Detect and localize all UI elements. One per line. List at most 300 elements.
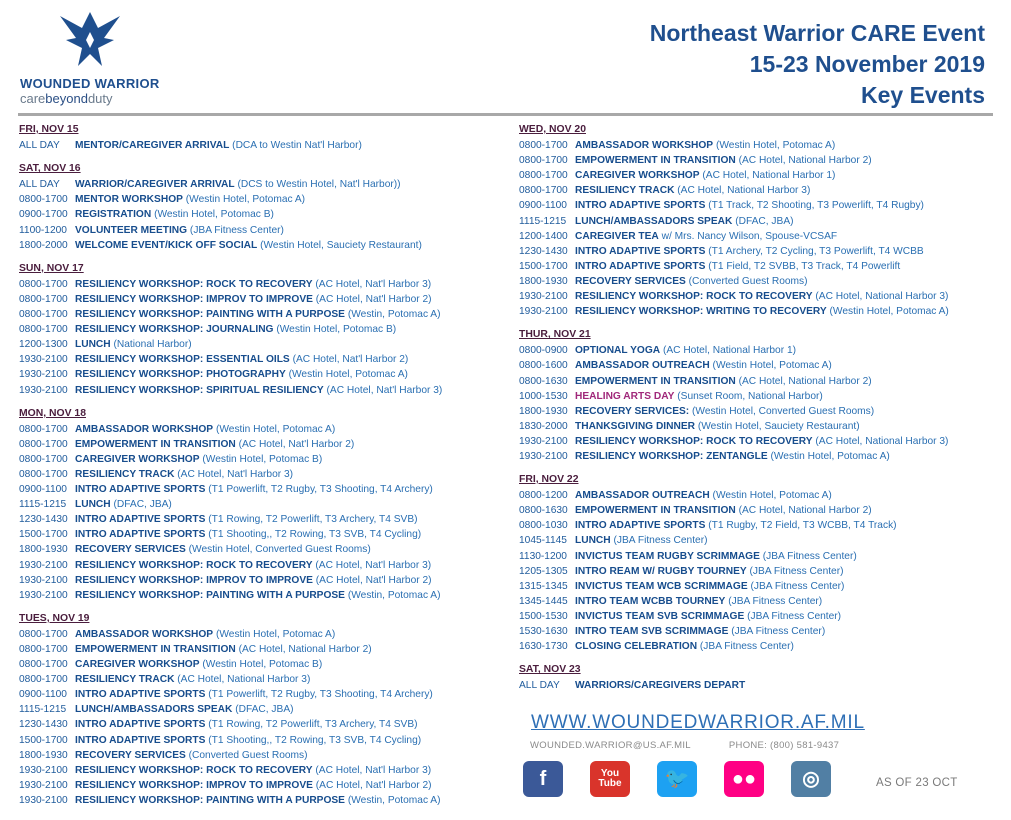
event-name: RECOVERY SERVICES <box>75 749 186 761</box>
event-time: 1200-1300 <box>19 339 68 351</box>
event-name: RESILIENCY WORKSHOP: PAINTING WITH A PURPOSE <box>75 589 345 601</box>
event-location: (Converted Guest Rooms) <box>188 749 308 761</box>
schedule-row <box>19 672 494 687</box>
event-location: (Westin Hotel, Potomac A) <box>185 194 306 206</box>
page-title <box>650 18 985 111</box>
event-location: (Westin Hotel, Potomac A) <box>215 628 336 640</box>
event-time: 1930-2100 <box>19 559 68 571</box>
event-name: RESILIENCY WORKSHOP: IMPROV TO IMPROVE <box>75 779 313 791</box>
event-time: 0800-1700 <box>19 309 68 321</box>
event-location: (AC Hotel, National Harbor 1) <box>662 345 797 357</box>
event-name: LUNCH <box>75 499 111 511</box>
event-location: (Westin Hotel, Converted Guest Rooms) <box>692 405 875 417</box>
event-time: 1830-2000 <box>519 420 568 432</box>
event-location: (AC Hotel, Nat'l Harbor 2) <box>238 438 355 450</box>
event-name: OPTIONAL YOGA <box>575 345 661 357</box>
schedule-row <box>519 198 994 213</box>
event-location: (AC Hotel, National Harbor 3) <box>815 291 949 303</box>
schedule-row <box>519 449 994 464</box>
event-name: RESILIENCY WORKSHOP: PHOTOGRAPHY <box>75 369 286 381</box>
event-time: 1315-1345 <box>519 580 568 592</box>
event-time: 1930-2100 <box>519 306 568 318</box>
event-name: INTRO ADAPTIVE SPORTS <box>75 734 206 746</box>
event-location: (Westin Hotel, Potomac A) <box>215 423 336 435</box>
event-time: 0900-1100 <box>519 200 567 212</box>
schedule-row <box>519 389 994 404</box>
day-heading: SAT, NOV 16 <box>19 163 81 175</box>
event-location: (AC Hotel, Nat'l Harbor 2) <box>315 574 432 586</box>
event-time: 1930-2100 <box>19 354 68 366</box>
schedule-row <box>19 138 494 153</box>
event-time: 0800-1700 <box>19 293 68 305</box>
event-name: INTRO ADAPTIVE SPORTS <box>575 260 706 272</box>
event-location: (JBA Fitness Center) <box>747 610 842 622</box>
event-location: (Westin, Potomac A) <box>347 589 441 601</box>
event-time: 1800-1930 <box>519 405 568 417</box>
schedule-row <box>519 533 994 548</box>
event-location: (JBA Fitness Center) <box>699 641 794 653</box>
schedule-row <box>519 609 994 624</box>
schedule-row <box>19 702 494 717</box>
event-name: WARRIORS/CAREGIVERS DEPART <box>575 680 746 692</box>
day-heading: THUR, NOV 21 <box>519 329 591 341</box>
day-spacer <box>519 654 994 662</box>
schedule-row <box>19 367 494 382</box>
event-location: (T1 Powerlift, T2 Rugby, T3 Shooting, T4 Archery) <box>208 484 433 496</box>
event-name: THANKSGIVING DINNER <box>575 420 695 432</box>
event-location: (AC Hotel, National Harbor 1) <box>702 170 836 182</box>
event-location: (JBA Fitness Center) <box>762 550 857 562</box>
event-location: (Westin Hotel, Potomac A) <box>712 360 832 372</box>
event-name: AMBASSADOR WORKSHOP <box>75 628 214 640</box>
schedule-row <box>19 337 494 352</box>
event-name: INTRO TEAM WCBB TOURNEY <box>575 595 726 607</box>
event-location: (Westin Hotel, Potomac B) <box>276 324 397 336</box>
schedule-row <box>519 358 994 373</box>
title-line-3: Key Events <box>860 82 985 108</box>
schedule-row <box>19 422 494 437</box>
event-name: INVICTUS TEAM SVB SCRIMMAGE <box>575 610 745 622</box>
event-location: (Westin Hotel, Potomac B) <box>202 659 323 671</box>
event-name: AMBASSADOR OUTREACH <box>575 360 710 372</box>
event-name: RECOVERY SERVICES <box>575 275 686 287</box>
schedule-row <box>519 518 994 533</box>
event-time: 0900-1100 <box>19 689 67 701</box>
event-name: RESILIENCY WORKSHOP: ROCK TO RECOVERY <box>575 291 813 303</box>
event-time: 1115-1215 <box>519 215 567 227</box>
schedule-row <box>19 717 494 732</box>
event-name: RESILIENCY WORKSHOP: SPIRITUAL RESILIENCY <box>75 384 324 396</box>
event-location: (AC Hotel, Nat'l Harbor 3) <box>315 764 432 776</box>
event-name: RESILIENCY WORKSHOP: ROCK TO RECOVERY <box>75 764 313 776</box>
event-time: 0800-0900 <box>519 345 568 357</box>
event-name: EMPOWERMENT IN TRANSITION <box>575 375 736 387</box>
event-name: RESILIENCY WORKSHOP: IMPROV TO IMPROVE <box>75 574 313 586</box>
event-name: AMBASSADOR WORKSHOP <box>75 423 214 435</box>
event-location: w/ Mrs. Nancy Wilson, Spouse-VCSAF <box>661 230 838 242</box>
day-block <box>19 161 494 253</box>
org-name: WOUNDED WARRIOR <box>20 76 160 91</box>
schedule-row <box>519 274 994 289</box>
event-time: 0800-1700 <box>519 155 568 167</box>
event-time: 1530-1630 <box>519 626 568 637</box>
event-location: (DFAC, JBA) <box>735 215 794 227</box>
event-location: (DFAC, JBA) <box>235 704 294 716</box>
schedule-row <box>19 292 494 307</box>
event-time: 0800-1700 <box>19 628 68 640</box>
event-time: 1230-1430 <box>19 514 68 526</box>
event-location: (Westin Hotel, Sauciety Restaurant) <box>260 239 422 251</box>
event-time: 1800-2000 <box>19 239 68 251</box>
schedule-row <box>519 168 994 183</box>
schedule-row <box>19 588 494 603</box>
event-name: INVICTUS TEAM WCB SCRIMMAGE <box>575 580 748 592</box>
schedule-row <box>519 304 994 319</box>
event-location: (T1 Archery, T2 Cycling, T3 Powerlift, T4 WCBB <box>708 245 924 257</box>
schedule-row <box>19 238 494 253</box>
day-heading: TUES, NOV 19 <box>19 612 90 624</box>
contact-info <box>530 740 877 751</box>
schedule-right-column <box>519 122 994 693</box>
event-name: INTRO TEAM SVB SCRIMMAGE <box>575 626 729 637</box>
event-location: (T1 Shooting,, T2 Rowing, T3 SVB, T4 Cycling) <box>208 734 422 746</box>
event-time: ALL DAY <box>19 140 60 152</box>
event-name: INTRO ADAPTIVE SPORTS <box>575 245 706 257</box>
event-name: CAREGIVER WORKSHOP <box>575 170 700 182</box>
event-time: 0800-1700 <box>519 185 568 197</box>
event-location: (AC Hotel, National Harbor 2) <box>238 644 372 655</box>
event-location: (Converted Guest Rooms) <box>688 275 808 287</box>
event-name: RESILIENCY WORKSHOP: IMPROV TO IMPROVE <box>75 293 313 305</box>
event-location: (T1 Shooting,, T2 Rowing, T3 SVB, T4 Cycling) <box>208 529 422 541</box>
event-time: 1930-2100 <box>19 589 68 601</box>
event-name: WARRIOR/CAREGIVER ARRIVAL <box>75 179 235 191</box>
event-name: LUNCH <box>575 535 611 547</box>
org-tagline: carebeyondduty <box>20 91 113 106</box>
event-location: (JBA Fitness Center) <box>613 535 708 547</box>
schedule-row <box>519 343 994 358</box>
event-time: 1930-2100 <box>19 574 68 586</box>
event-name: RESILIENCY WORKSHOP: ROCK TO RECOVERY <box>75 278 313 290</box>
event-time: ALL DAY <box>19 179 60 191</box>
wounded-warrior-logo <box>20 8 170 106</box>
schedule-row <box>19 223 494 238</box>
event-location: (AC Hotel, Nat'l Harbor 2) <box>315 779 432 791</box>
event-time: 1930-2100 <box>19 794 68 806</box>
event-location: (T1 Rowing, T2 Powerlift, T3 Archery, T4 SVB) <box>208 719 418 731</box>
event-location: (Westin Hotel, Potomac A) <box>829 306 949 318</box>
event-time: ALL DAY <box>519 680 560 692</box>
event-time: 0800-1700 <box>19 324 68 336</box>
day-block <box>519 472 994 654</box>
event-location: (Westin, Potomac A) <box>347 794 441 806</box>
event-time: 1930-2100 <box>519 450 568 462</box>
youtube-icon[interactable]: You Tube <box>590 761 630 797</box>
facebook-icon[interactable]: f <box>523 761 563 797</box>
header-divider <box>18 113 993 116</box>
event-name: MENTOR WORKSHOP <box>75 194 183 206</box>
day-block <box>19 406 494 603</box>
event-time: 0900-1100 <box>19 484 67 496</box>
day-spacer <box>19 603 494 611</box>
event-name: LUNCH/AMBASSADORS SPEAK <box>575 215 733 227</box>
day-spacer <box>519 464 994 472</box>
event-time: 1500-1700 <box>19 734 68 746</box>
event-time: 0800-1700 <box>19 453 68 465</box>
title-line-2: 15-23 November 2019 <box>749 51 985 77</box>
schedule-row <box>19 793 494 808</box>
event-location: (DFAC, JBA) <box>113 499 172 511</box>
event-time: 0800-1700 <box>19 468 68 480</box>
schedule-row <box>19 352 494 367</box>
event-time: 0800-1200 <box>519 490 568 502</box>
event-location: (Sunset Room, National Harbor) <box>677 390 823 402</box>
schedule-row <box>519 138 994 153</box>
event-name: HEALING ARTS DAY <box>575 390 675 402</box>
schedule-row <box>19 687 494 702</box>
event-time: 1500-1530 <box>519 610 568 622</box>
day-heading: FRI, NOV 15 <box>19 124 79 135</box>
schedule-row <box>19 542 494 557</box>
schedule-row <box>519 434 994 449</box>
event-name: RECOVERY SERVICES <box>75 544 186 556</box>
schedule-row <box>519 549 994 564</box>
schedule-row <box>19 307 494 322</box>
event-location: (AC Hotel, Nat'l Harbor 3) <box>315 278 432 290</box>
event-location: (JBA Fitness Center) <box>749 565 844 577</box>
event-time: 1115-1215 <box>19 704 67 716</box>
event-location: (AC Hotel, Nat'l Harbor 3) <box>315 559 432 571</box>
event-name: RESILIENCY TRACK <box>575 185 675 197</box>
event-location: (AC Hotel, Nat'l Harbor 3) <box>177 468 294 480</box>
event-name: CAREGIVER WORKSHOP <box>75 659 200 671</box>
event-location: (T1 Rowing, T2 Powerlift, T3 Archery, T4 SVB) <box>208 514 418 526</box>
event-name: INVICTUS TEAM RUGBY SCRIMMAGE <box>575 550 760 562</box>
event-location: (T1 Powerlift, T2 Rugby, T3 Shooting, T4 Archery) <box>208 689 433 701</box>
event-name: REGISTRATION <box>75 209 152 221</box>
schedule-row <box>19 512 494 527</box>
day-heading: FRI, NOV 22 <box>519 474 579 486</box>
event-time: 1130-1200 <box>519 550 567 562</box>
schedule-row <box>19 177 494 192</box>
event-location: (JBA Fitness Center) <box>750 580 845 592</box>
day-heading: WED, NOV 20 <box>519 124 586 135</box>
email-text[interactable]: WOUNDED.WARRIOR@US.AF.MIL <box>530 740 691 751</box>
schedule-row <box>19 322 494 337</box>
schedule-row <box>19 482 494 497</box>
event-location: (Westin Hotel, Potomac A) <box>712 490 832 502</box>
event-time: 1205-1305 <box>519 565 568 577</box>
event-name: EMPOWERMENT IN TRANSITION <box>75 644 236 655</box>
schedule-row <box>19 467 494 482</box>
event-time: 0800-1700 <box>519 140 568 152</box>
event-time: 0800-1700 <box>19 278 68 290</box>
event-location: (DCS to Westin Hotel, Nat'l Harbor)) <box>237 179 401 191</box>
event-name: INTRO ADAPTIVE SPORTS <box>75 689 206 701</box>
event-location: (JBA Fitness Center) <box>189 224 284 236</box>
event-location: (Westin Hotel, Potomac A) <box>288 369 408 381</box>
event-time: 1800-1930 <box>519 275 568 287</box>
event-time: 0800-1630 <box>519 375 568 387</box>
schedule-row <box>519 229 994 244</box>
schedule-row <box>519 244 994 259</box>
schedule-row <box>519 153 994 168</box>
event-time: 0800-1630 <box>519 505 568 517</box>
schedule-row <box>519 419 994 434</box>
day-block <box>19 611 494 808</box>
event-time: 1500-1700 <box>519 260 568 272</box>
event-location: (Westin Hotel, Potomac B) <box>154 209 274 221</box>
event-location: (AC Hotel, National Harbor 3) <box>677 185 811 197</box>
schedule-row <box>519 594 994 609</box>
schedule-row <box>19 558 494 573</box>
schedule-row <box>19 657 494 672</box>
event-time: 1100-1200 <box>19 224 67 236</box>
event-name: RESILIENCY WORKSHOP: ESSENTIAL OILS <box>75 354 290 366</box>
event-time: 0800-1600 <box>519 360 568 372</box>
event-time: 1200-1400 <box>519 230 568 242</box>
event-name: INTRO ADAPTIVE SPORTS <box>575 520 706 532</box>
phone-text: PHONE: (800) 581-9437 <box>728 740 840 751</box>
event-time: 1630-1730 <box>519 641 568 653</box>
event-location: (Westin Hotel, Potomac A) <box>770 450 890 462</box>
schedule-row <box>519 289 994 304</box>
event-name: AMBASSADOR WORKSHOP <box>575 140 714 152</box>
day-spacer <box>19 253 494 261</box>
event-location: (AC Hotel, National Harbor 2) <box>738 505 872 517</box>
event-location: (Westin Hotel, Potomac B) <box>202 453 323 465</box>
event-name: CLOSING CELEBRATION <box>575 641 698 653</box>
title-line-1: Northeast Warrior CARE Event <box>649 20 985 46</box>
event-name: RECOVERY SERVICES: <box>575 405 690 417</box>
event-location: (AC Hotel, Nat'l Harbor 3) <box>326 384 443 396</box>
event-name: RESILIENCY WORKSHOP: ROCK TO RECOVERY <box>575 435 813 447</box>
schedule-row <box>519 579 994 594</box>
event-name: RESILIENCY WORKSHOP: ZENTANGLE <box>575 450 768 462</box>
schedule-row <box>19 573 494 588</box>
event-time: 1930-2100 <box>19 779 68 791</box>
schedule-row <box>519 488 994 503</box>
event-location: (AC Hotel, National Harbor 2) <box>738 375 872 387</box>
day-block <box>19 261 494 398</box>
event-location: (Westin Hotel, Converted Guest Rooms) <box>188 544 371 556</box>
event-name: INTRO ADAPTIVE SPORTS <box>75 484 206 496</box>
schedule-row <box>19 763 494 778</box>
event-name: MENTOR/CAREGIVER ARRIVAL <box>75 140 230 152</box>
event-location: (JBA Fitness Center) <box>728 595 823 607</box>
schedule-left-column <box>19 122 494 808</box>
event-time: 1930-2100 <box>519 291 568 303</box>
event-name: RESILIENCY WORKSHOP: WRITING TO RECOVERY <box>575 306 827 318</box>
event-location: (AC Hotel, Nat'l Harbor 2) <box>292 354 409 366</box>
schedule-row <box>19 497 494 512</box>
schedule-row <box>19 642 494 657</box>
schedule-row <box>519 183 994 198</box>
event-time: 1930-2100 <box>519 435 568 447</box>
schedule-row <box>19 437 494 452</box>
schedule-row <box>19 192 494 207</box>
day-heading: SAT, NOV 23 <box>519 664 581 676</box>
event-time: 0800-1700 <box>19 438 68 450</box>
event-time: 0800-1030 <box>519 520 568 532</box>
event-location: (Westin Hotel, Sauciety Restaurant) <box>697 420 860 432</box>
event-name: INTRO ADAPTIVE SPORTS <box>75 514 206 526</box>
event-name: AMBASSADOR OUTREACH <box>575 490 710 502</box>
event-name: INTRO ADAPTIVE SPORTS <box>75 719 206 731</box>
event-name: CAREGIVER WORKSHOP <box>75 453 200 465</box>
schedule-row <box>519 404 994 419</box>
event-location: (DCA to Westin Nat'l Harbor) <box>232 140 362 152</box>
event-name: LUNCH/AMBASSADORS SPEAK <box>75 704 233 716</box>
event-name: EMPOWERMENT IN TRANSITION <box>575 505 736 517</box>
schedule-row <box>519 564 994 579</box>
air-force-wings-icon <box>58 8 122 70</box>
event-time: 0900-1700 <box>19 209 68 221</box>
day-spacer <box>19 398 494 406</box>
event-location: (JBA Fitness Center) <box>731 626 826 637</box>
event-name: WELCOME EVENT/KICK OFF SOCIAL <box>75 239 258 251</box>
instagram-icon[interactable]: ◎ <box>791 761 831 797</box>
event-time: 1000-1530 <box>519 390 568 402</box>
schedule-row <box>19 383 494 398</box>
schedule-row <box>519 639 994 654</box>
event-location: (T1 Rugby, T2 Field, T3 WCBB, T4 Track) <box>708 520 897 532</box>
event-time: 1800-1930 <box>19 749 68 761</box>
twitter-icon[interactable]: 🐦 <box>657 761 697 797</box>
schedule-row <box>519 259 994 274</box>
schedule-row <box>19 627 494 642</box>
event-time: 1045-1145 <box>519 535 567 547</box>
event-name: EMPOWERMENT IN TRANSITION <box>575 155 736 167</box>
day-block <box>19 122 494 153</box>
event-location: (AC Hotel, Nat'l Harbor 2) <box>315 293 432 305</box>
day-spacer <box>19 153 494 161</box>
event-name: RESILIENCY WORKSHOP: JOURNALING <box>75 324 274 336</box>
event-name: VOLUNTEER MEETING <box>75 224 188 236</box>
flickr-icon[interactable]: ●● <box>724 761 764 797</box>
event-name: RESILIENCY WORKSHOP: PAINTING WITH A PURPOSE <box>75 309 345 321</box>
schedule-row <box>19 778 494 793</box>
schedule-row <box>519 214 994 229</box>
schedule-row <box>19 277 494 292</box>
website-link[interactable]: WWW.WOUNDEDWARRIOR.AF.MIL <box>531 712 865 733</box>
event-time: 0800-1700 <box>19 674 68 686</box>
schedule-row <box>19 748 494 763</box>
event-time: 1930-2100 <box>19 764 68 776</box>
schedule-row <box>19 452 494 467</box>
event-name: CAREGIVER TEA <box>575 230 659 242</box>
event-name: INTRO ADAPTIVE SPORTS <box>75 529 206 541</box>
schedule-row <box>19 733 494 748</box>
event-location: (T1 Track, T2 Shooting, T3 Powerlift, T4 Rugby) <box>708 200 924 212</box>
event-name: EMPOWERMENT IN TRANSITION <box>75 438 236 450</box>
event-location: (AC Hotel, National Harbor 2) <box>738 155 872 167</box>
event-name: LUNCH <box>75 339 111 351</box>
event-time: 1930-2100 <box>19 384 68 396</box>
event-location: (T1 Field, T2 SVBB, T3 Track, T4 Powerlift <box>708 260 901 272</box>
schedule-row <box>19 207 494 222</box>
event-time: 0800-1700 <box>19 659 68 671</box>
schedule-row <box>519 678 994 693</box>
event-location: (AC Hotel, National Harbor 3) <box>177 674 311 686</box>
schedule-row <box>19 527 494 542</box>
event-time: 0800-1700 <box>19 194 68 206</box>
social-icons <box>523 761 831 797</box>
event-name: RESILIENCY WORKSHOP: ROCK TO RECOVERY <box>75 559 313 571</box>
event-time: 1230-1430 <box>519 245 568 257</box>
event-time: 1930-2100 <box>19 369 68 381</box>
event-name: RESILIENCY TRACK <box>75 674 175 686</box>
